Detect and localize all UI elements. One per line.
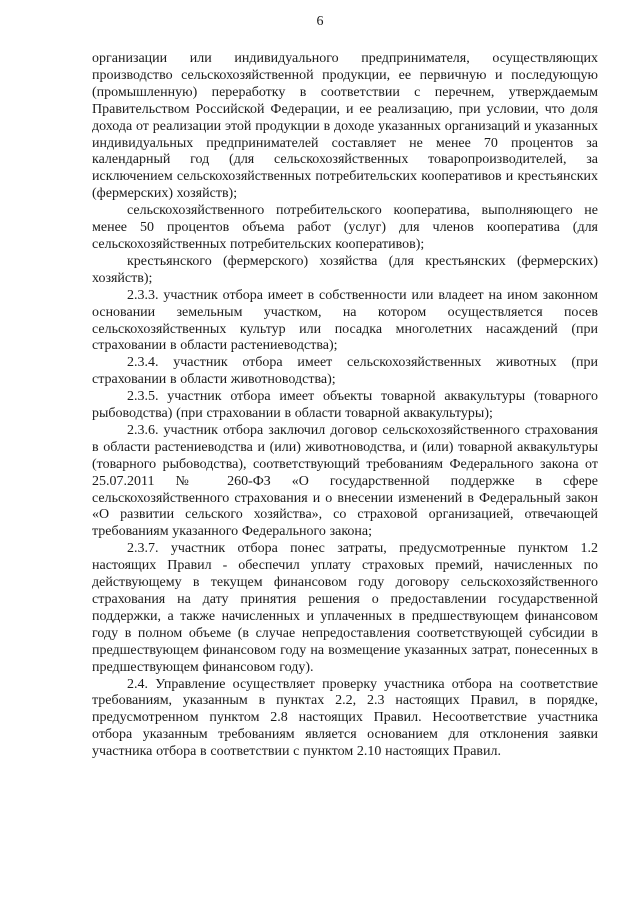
document-body (92, 51, 598, 761)
paragraph-2-3-5: 2.3.5. участник отбора имеет объекты товарной аквакультуры (товарного рыбоводства) (при страховании в области товарной аквакультуры); (92, 389, 598, 422)
page-number: 6 (316, 14, 324, 29)
paragraph-2-3-3: 2.3.3. участник отбора имеет в собственности или владеет на ином законном основании земельным участком, на котором осуществляется посев сельскохозяйственных культур или посадка многолетних насаждений (при страховании в области растениеводства); (92, 287, 598, 354)
paragraph-cooperative: сельскохозяйственного потребительского кооператива, выполняющего не менее 50 процентов объема работ (услуг) для членов кооператива (для сельскохозяйственных потребительских кооперативов); (92, 203, 598, 252)
paragraph-farm: крестьянского (фермерского) хозяйства (для крестьянских (фермерских) хозяйств); (92, 253, 598, 286)
paragraph-2-3-4: 2.3.4. участник отбора имеет сельскохозяйственных животных (при страховании в области животноводства); (92, 355, 598, 388)
paragraph-2-4: 2.4. Управление осуществляет проверку участника отбора на соответствие требованиям, указанным в пунктах 2.2, 2.3 настоящих Правил, в порядке, предусмотренном пунктом 2.8 настоящих Правил. Несоответствие участника отбора указанным требованиям является основанием для отклонения заявки участника отбора в соответствии с пунктом 2.10 настоящих Правил. (92, 676, 598, 760)
paragraph-continuation: организации или индивидуального предпринимателя, осуществляющих производство сельскохозяйственной продукции, ее первичную и последующую (промышленную) переработку в соответствии с перечнем, утверждаемым Правительством Российской Федерации, и ее реализацию, при условии, что доля дохода от реализации этой продукции в доходе указанных организаций и указанных индивидуальных предпринимателей составляет не менее 70 процентов за календарный год (для сельскохозяйственных товаропроизводителей, за исключением сельскохозяйственных потребительских кооперативов и крестьянских (фермерских) хозяйств); (92, 51, 598, 202)
paragraph-2-3-6: 2.3.6. участник отбора заключил договор сельскохозяйственного страхования в области растениеводства и (или) животноводства, и (или) товарной аквакультуры (товарного рыбоводства), соответствующий требованиям Федерального закона от 25.07.2011 № 260-ФЗ «О государственной поддержке в сфере сельскохозяйственного страхования и о внесении изменений в Федеральный закон «О развитии сельского хозяйства», со страховой организацией, отвечающей требованиям указанного Федерального закона; (92, 422, 598, 540)
paragraph-2-3-7: 2.3.7. участник отбора понес затраты, предусмотренные пунктом 1.2 настоящих Правил - обеспечил уплату страховых премий, начисленных по действующему в текущем финансовом году договору сельскохозяйственного страхования на дату принятия решения о предоставлении государственной поддержки, а также начисленных и уплаченных в предшествующем финансовом году в полном объеме (в случае непредоставления соответствующей субсидии в предшествующем финансовом году на возмещение указанных затрат, понесенных в предшествующем финансовом году). (92, 541, 598, 675)
